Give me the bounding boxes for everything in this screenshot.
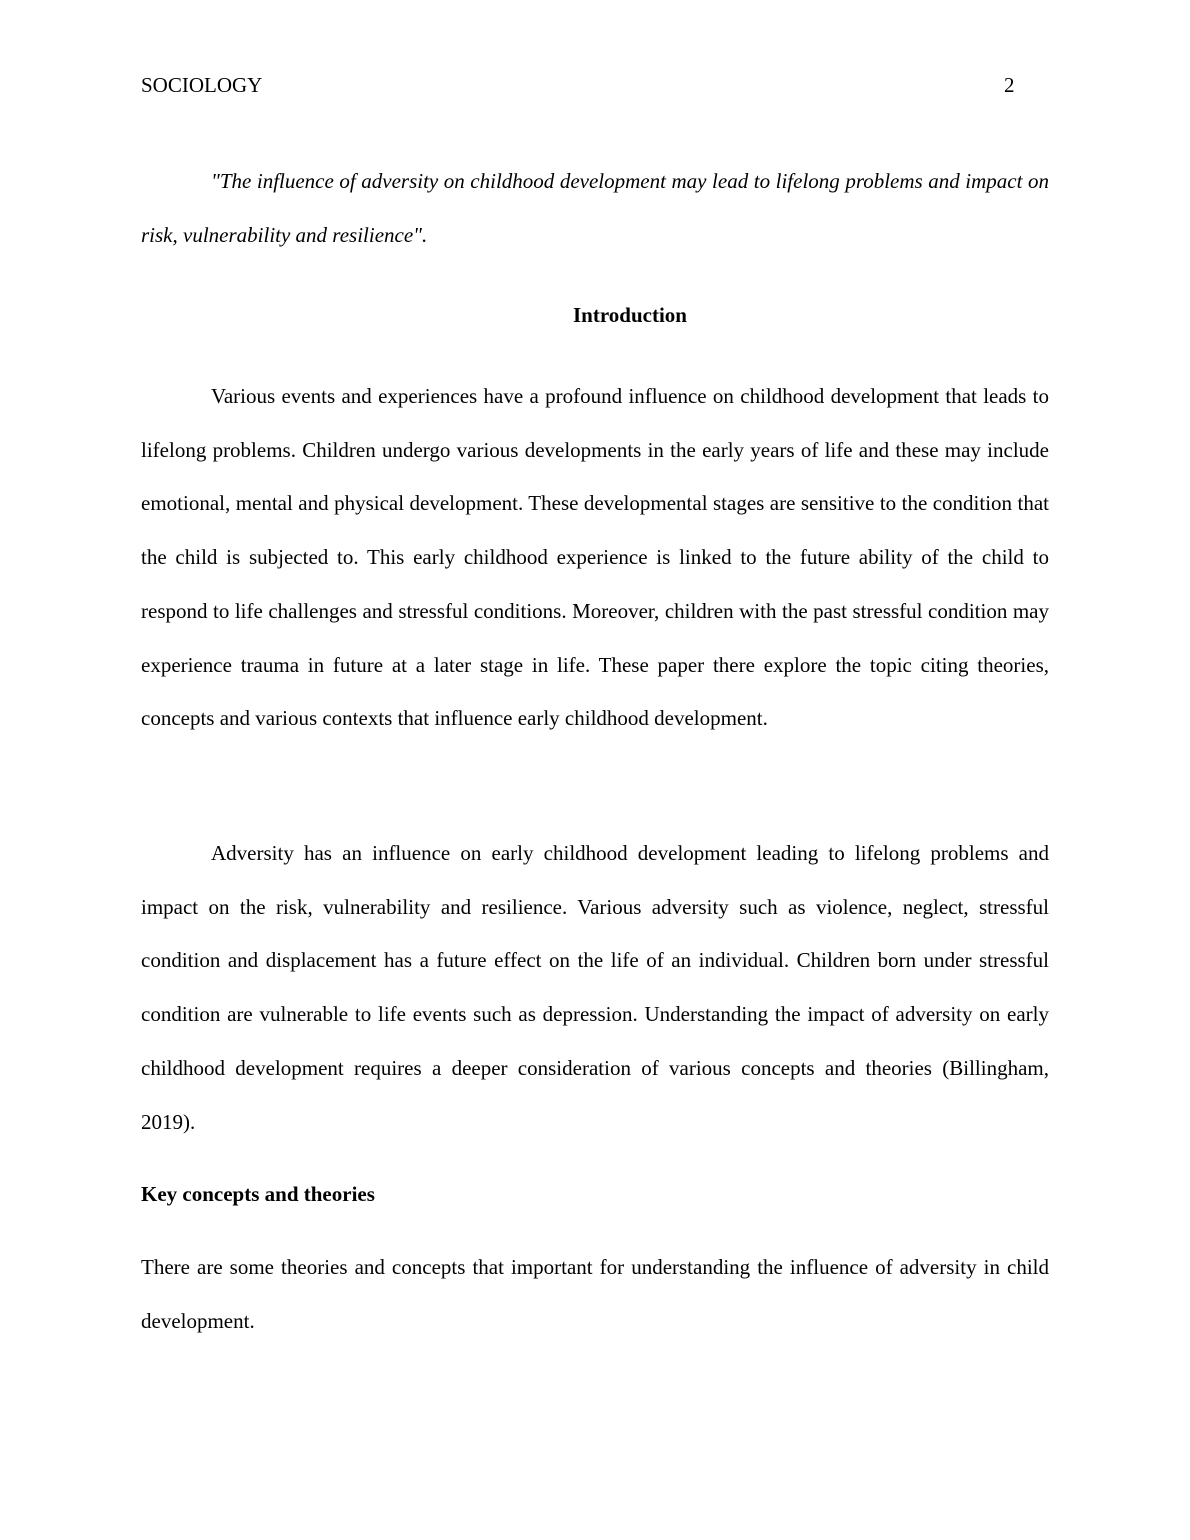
introduction-heading: Introduction [573, 303, 687, 327]
page-number: 2 [1004, 73, 1015, 97]
epigraph: "The influence of adversity on childhood development may lead to lifelong problems and impact on risk, vulnerability and resilience". [141, 169, 1049, 247]
introduction-paragraph-1: Various events and experiences have a profound influence on childhood development that leads to lifelong problems. Children undergo various developments in the early years of life and these may include emotional, mental and physical development. These developmental stages are sensitive to the condition that the child is subjected to. This early childhood experience is linked to the future ability of the child to respond to life challenges and stressful conditions. Moreover, children with the past stressful condition may experience trauma in future at a later stage in life. These paper there explore the topic citing theories, concepts and various contexts that influence early childhood development. [141, 384, 1049, 731]
key-concepts-paragraph-1: There are some theories and concepts that important for understanding the influence of adversity in child development. [141, 1255, 1049, 1333]
running-head: SOCIOLOGY [141, 73, 263, 97]
key-concepts-heading: Key concepts and theories [141, 1182, 375, 1206]
introduction-paragraph-2: Adversity has an influence on early childhood development leading to lifelong problems and impact on the risk, vulnerability and resilience. Various adversity such as violence, neglect, stressful condition and displacement has a future effect on the life of an individual. Children born under stressful condition are vulnerable to life events such as depression. Understanding the impact of adversity on early childhood development requires a deeper consideration of various concepts and theories (Billingham, 2019). [141, 841, 1049, 1134]
